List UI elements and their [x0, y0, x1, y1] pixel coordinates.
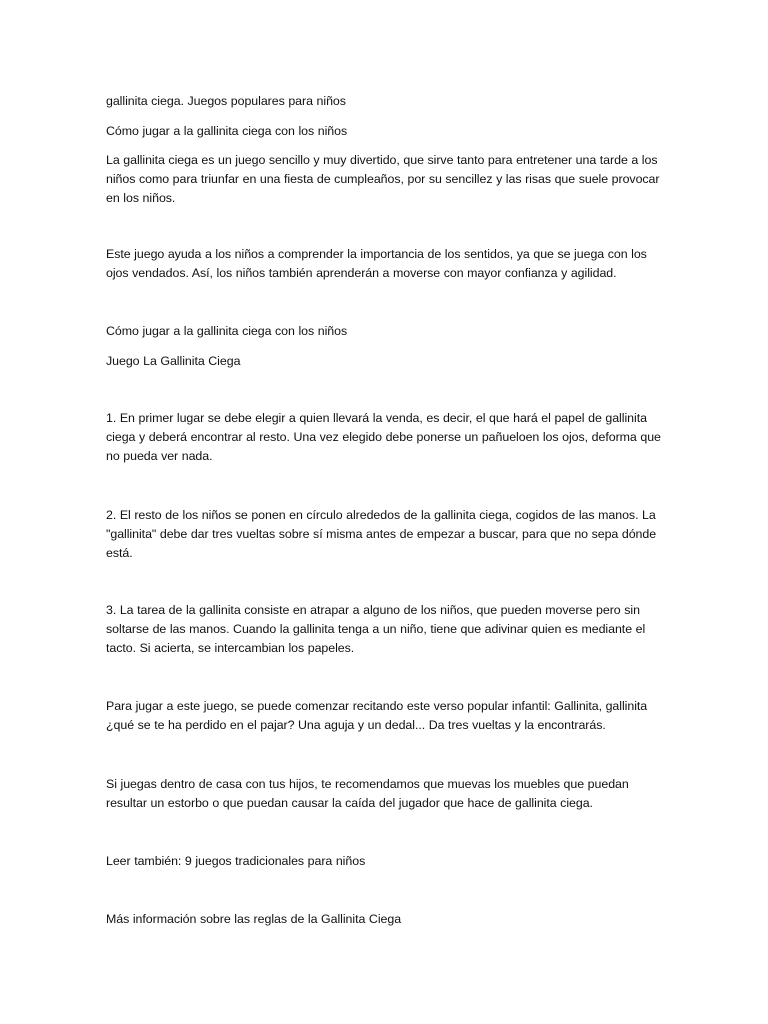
- senses-paragraph: Este juego ayuda a los niños a comprender la importancia de los sentidos, ya que se juega con los ojos vendados. Así, los niños también aprenderán a moverse con mayor confianza y agilidad.: [106, 247, 647, 280]
- section-heading-repeat: Cómo jugar a la gallinita ciega con los niños: [106, 324, 348, 338]
- rule-step-3: 3. La tarea de la gallinita consiste en atrapar a alguno de los niños, que pueden moverse pero sin soltarse de las manos. Cuando la gallinita tenga a un niño, tiene que adivinar quien es mediante el tacto. Si acierta, se intercambian los papeles.: [106, 603, 646, 655]
- document-title: gallinita ciega. Juegos populares para niños: [106, 94, 346, 108]
- verse-paragraph: Para jugar a este juego, se puede comenzar recitando este verso popular infantil: Gallinita, gallinita ¿qué se te ha perdido en el pajar? Una aguja y un dedal... Da tres vueltas y la encontrarás.: [106, 699, 648, 732]
- home-safety-paragraph: Si juegas dentro de casa con tus hijos, te recomendamos que muevas los muebles que puedan resultar un estorbo o que puedan causar la caída del jugador que hace de gallinita ciega.: [106, 777, 629, 810]
- read-also-line: Leer también: 9 juegos tradicionales para niños: [106, 854, 366, 868]
- section-heading: Cómo jugar a la gallinita ciega con los niños: [106, 124, 348, 138]
- rule-step-2: 2. El resto de los niños se ponen en círculo alrededos de la gallinita ciega, cogidos de las manos. La "gallinita" debe dar tres vueltas sobre sí misma antes de empezar a buscar, para que no sepa dónde está.: [106, 508, 657, 560]
- intro-paragraph: La gallinita ciega es un juego sencillo y muy divertido, que sirve tanto para entretener una tarde a los niños como para triunfar en una fiesta de cumpleaños, por su sencillez y las risas que suele provocar en los niños.: [106, 153, 660, 205]
- game-heading: Juego La Gallinita Ciega: [106, 354, 241, 368]
- more-info-line: Más información sobre las reglas de la Gallinita Ciega: [106, 912, 402, 926]
- rule-step-1: 1. En primer lugar se debe elegir a quien llevará la venda, es decir, el que hará el papel de gallinita ciega y deberá encontrar al resto. Una vez elegido debe ponerse un pañueloen los ojos, deforma que no pueda ver nada.: [106, 411, 661, 463]
